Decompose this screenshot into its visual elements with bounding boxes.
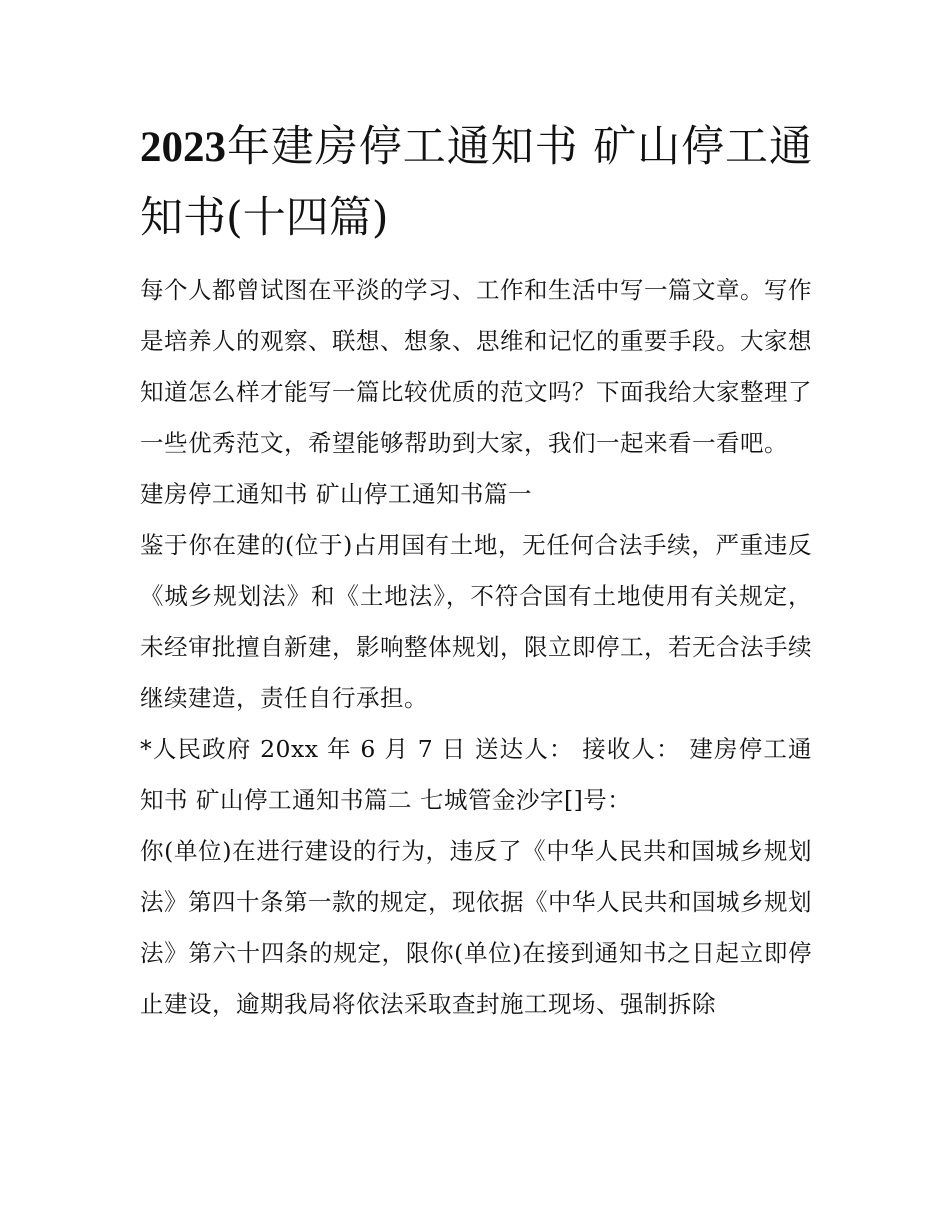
title-year: 2023	[140, 124, 226, 171]
intro-paragraph: 每个人都曾试图在平淡的学习、工作和生活中写一篇文章。写作是培养人的观察、联想、想象、思维和记忆的重要手段。大家想知道怎么样才能写一篇比较优质的范文吗？下面我给大家整理了一些优秀范文，希望能够帮助到大家，我们一起来看一看吧。	[140, 276, 812, 457]
document-title	[140, 112, 812, 253]
body-paragraph: *人民政府 20xx 年 6 月 7 日 送达人： 接收人： 建房停工通知书 矿山停工通知书篇二 七城管金沙字[]号：	[140, 735, 812, 814]
title-text: 年建房停工通知书 矿山停工通知书(十四篇)	[140, 122, 812, 243]
body-paragraph: 鉴于你在建的(位于)占用国有土地，无任何合法手续，严重违反《城乡规划法》和《土地法》，不符合国有土地使用有关规定，未经审批擅自新建，影响整体规划，限立即停工，若无合法手续继续建造，责任自行承担。	[140, 531, 812, 712]
document-body	[140, 265, 812, 1030]
section-heading-1: 建房停工通知书 矿山停工通知书篇一	[140, 480, 532, 508]
body-paragraph: 你(单位)在进行建设的行为，违反了《中华人民共和国城乡规划法》第四十条第一款的规定，现依据《中华人民共和国城乡规划法》第六十四条的规定，限你(单位)在接到通知书之日起立即停止建设，逾期我局将依法采取查封施工现场、强制拆除	[140, 837, 812, 1018]
document-content	[140, 112, 812, 1030]
